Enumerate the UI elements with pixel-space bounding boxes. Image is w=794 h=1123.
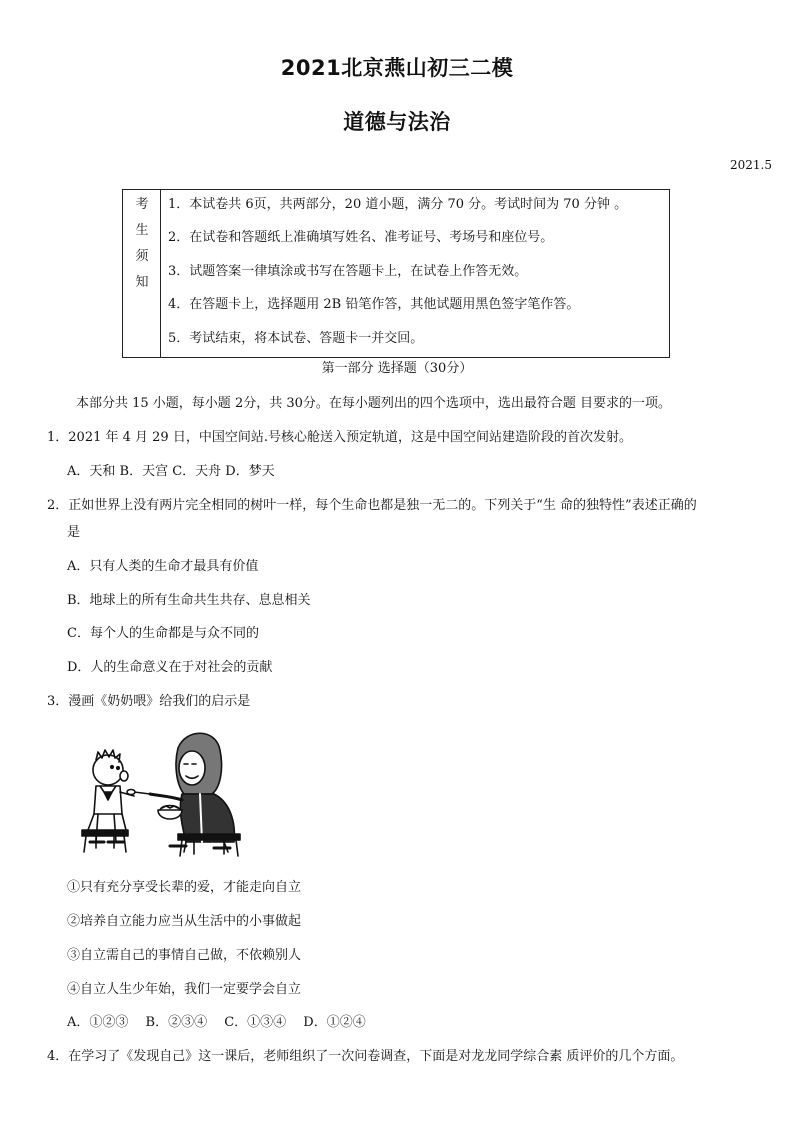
- part1-intro: 本部分共 15 小题，每小题 2分，共 30分。在每小题列出的四个选项中，选出最符合题 目要求的一项。: [76, 396, 672, 411]
- notice-label-char: 须: [135, 249, 149, 264]
- question-3-options: A．①②③ B．②③④ C．①③④ D．①②④: [67, 1015, 366, 1030]
- notice-label-column: [123, 190, 161, 357]
- part1-title: 第一部分 选择题（30分）: [321, 361, 473, 376]
- question-1-stem: 1．2021 年 4 月 29 日，中国空间站.号核心舱送入预定轨道，这是中国空间站建造阶段的首次发射。: [47, 430, 632, 445]
- notice-label-char: 考: [135, 197, 149, 212]
- notice-item: 3．试题答案一律填涂或书写在答题卡上，在试卷上作答无效。: [168, 264, 528, 279]
- question-3-stem: 3．漫画《奶奶喂》给我们的启示是: [47, 694, 251, 709]
- question-2-option: B．地球上的所有生命共生共存、息息相关: [67, 593, 311, 608]
- question-2-stem: 2．正如世界上没有两片完全相同的树叶一样，每个生命也都是独一无二的。下列关于“生 命的独特性”表述正确的: [47, 498, 697, 513]
- notice-item: 1．本试卷共 6页，共两部分，20 道小题，满分 70 分。考试时间为 70 分钟 。: [168, 197, 628, 212]
- subject-title: 道德与法治: [343, 110, 451, 134]
- question-2-option: D．人的生命意义在于对社会的贡献: [67, 660, 273, 675]
- exam-title: 2021北京燕山初三二模: [280, 56, 514, 80]
- question-2-option: C．每个人的生命都是与众不同的: [67, 626, 259, 641]
- question-3-statement: ④自立人生少年始，我们一定要学会自立: [67, 982, 302, 997]
- question-3-statement: ③自立需自己的事情自己做，不依赖别人: [67, 948, 302, 963]
- exam-notice-box: [122, 189, 670, 358]
- question-2-option: A．只有人类的生命才最具有价值: [67, 559, 259, 574]
- question-4-stem: 4．在学习了《发现自己》这一课后，老师组织了一次问卷调查，下面是对龙龙同学综合素 质评价的几个方面。: [47, 1049, 684, 1064]
- notice-item: 5．考试结束，将本试卷、答题卡一并交回。: [168, 331, 424, 346]
- question-1-options: A．天和 B．天宫 C．天舟 D．梦天: [67, 464, 275, 479]
- question-3-statement: ①只有充分享受长辈的爱，才能走向自立: [67, 880, 302, 895]
- notice-label-char: 生: [135, 223, 149, 238]
- question-3-statement: ②培养自立能力应当从生活中的小事做起: [67, 914, 302, 929]
- grandma-feeding-cartoon-image: [74, 730, 246, 858]
- notice-item: 4．在答题卡上，选择题用 2B 铅笔作答，其他试题用黑色签字笔作答。: [168, 297, 580, 312]
- exam-date: 2021.5: [730, 158, 772, 172]
- question-2-stem-cont: 是: [67, 525, 81, 540]
- notice-label-char: 知: [135, 275, 149, 290]
- notice-item: 2．在试卷和答题纸上准确填写姓名、准考证号、考场号和座位号。: [168, 230, 554, 245]
